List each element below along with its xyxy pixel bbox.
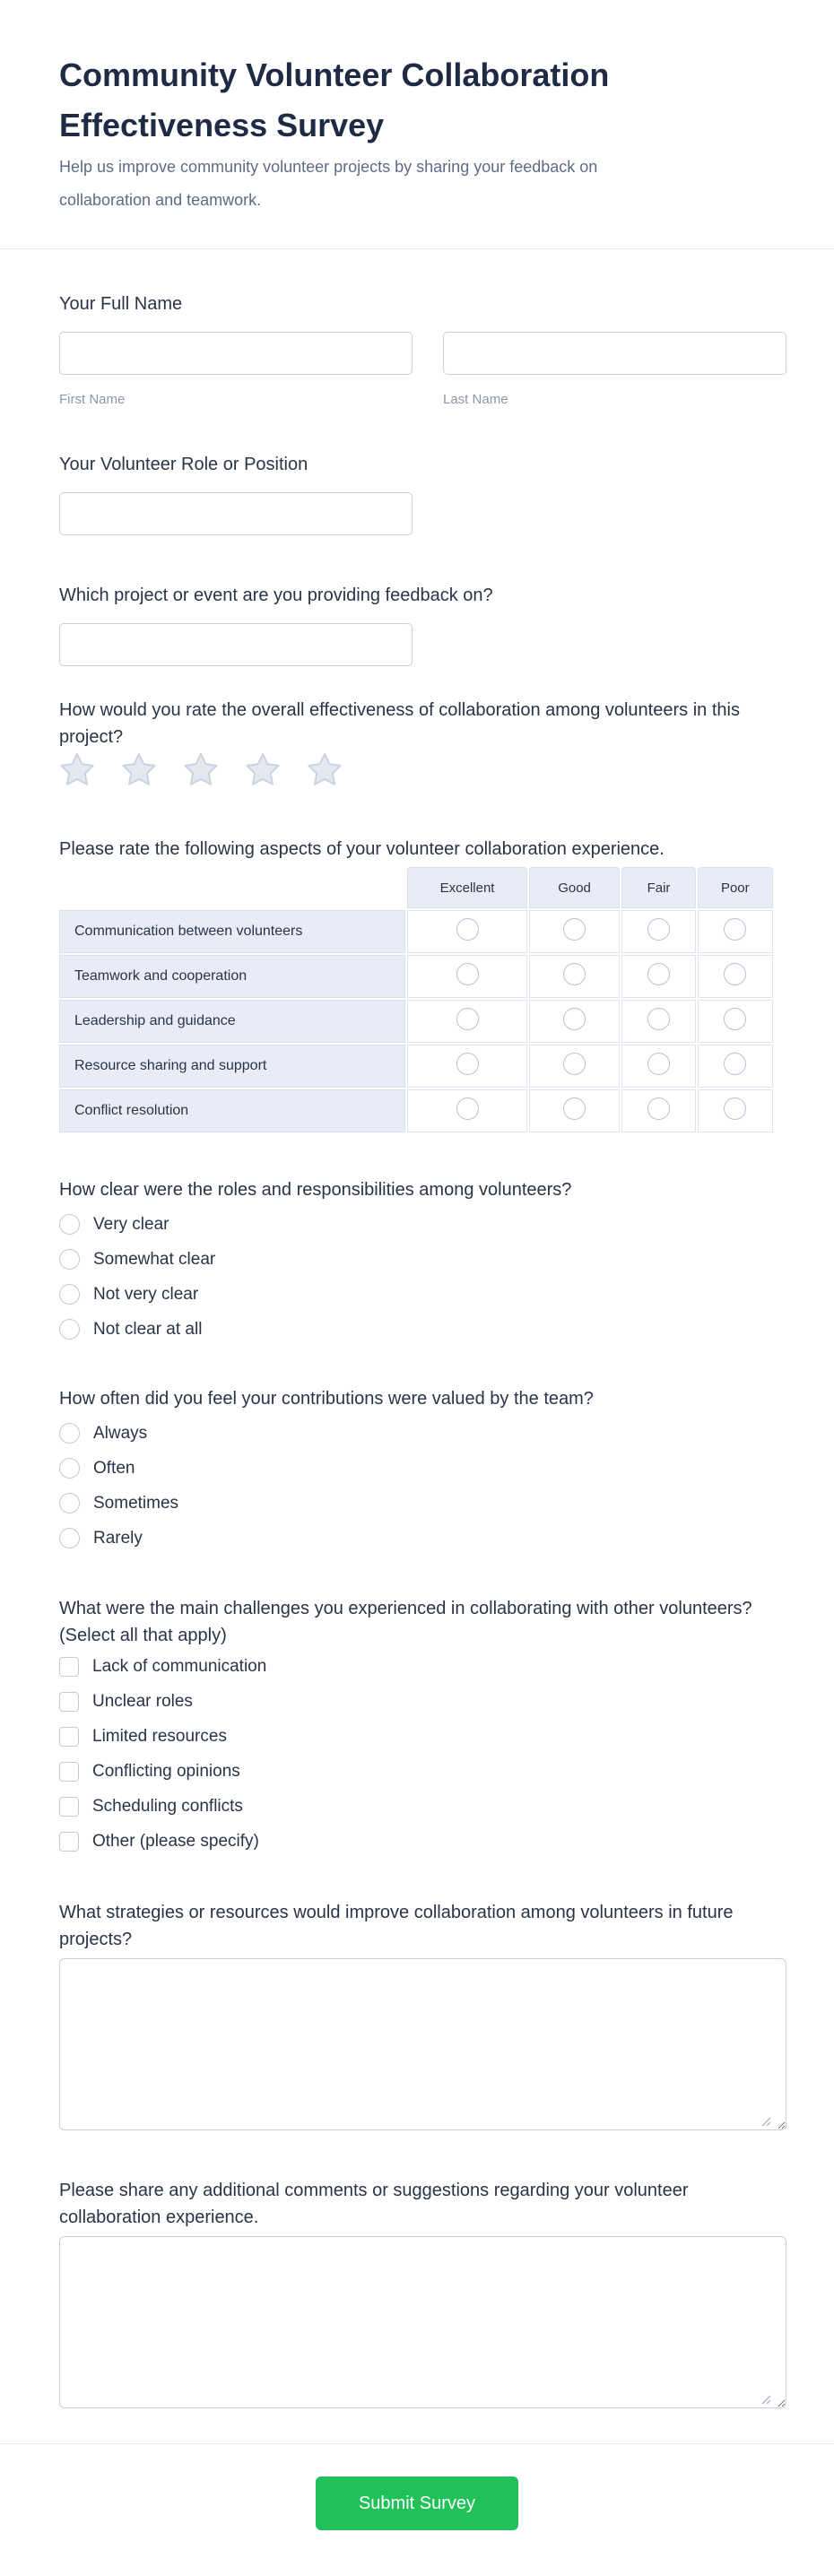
checkbox-icon[interactable] — [59, 1762, 79, 1782]
clarity-options — [59, 1214, 775, 1340]
matrix-radio-icon[interactable] — [724, 918, 746, 941]
matrix-cell[interactable] — [621, 1000, 695, 1043]
question-role — [59, 453, 775, 535]
page-subtitle: Help us improve community volunteer projects by sharing your feedback on collaboration and teamwork. — [59, 158, 598, 209]
matrix-radio-icon[interactable] — [456, 963, 479, 985]
matrix-row — [59, 1089, 773, 1132]
comments-textarea[interactable] — [59, 2236, 786, 2408]
matrix-cell[interactable] — [407, 910, 526, 953]
first-name-group — [59, 332, 413, 408]
matrix-row-label: Resource sharing and support — [59, 1045, 405, 1088]
question-label: Please rate the following aspects of your volunteer collaboration experience. — [59, 839, 665, 859]
star-icon[interactable] — [307, 751, 343, 787]
matrix-row-label: Communication between volunteers — [59, 910, 405, 953]
matrix-cell[interactable] — [407, 955, 526, 998]
radio-icon[interactable] — [59, 1423, 80, 1444]
matrix-radio-icon[interactable] — [456, 1053, 479, 1075]
checkbox-option[interactable] — [59, 1831, 775, 1852]
matrix-cell[interactable] — [621, 955, 695, 998]
challenges-options — [59, 1656, 775, 1852]
checkbox-icon[interactable] — [59, 1692, 79, 1712]
matrix-cell[interactable] — [621, 1089, 695, 1132]
matrix-header-row — [59, 867, 773, 908]
option-label: Rarely — [93, 1529, 143, 1548]
radio-icon[interactable] — [59, 1528, 80, 1548]
matrix-cell[interactable] — [698, 1045, 773, 1088]
matrix-radio-icon[interactable] — [724, 1053, 746, 1075]
matrix-cell[interactable] — [529, 1089, 621, 1132]
matrix-cell[interactable] — [698, 1000, 773, 1043]
question-project — [59, 584, 775, 666]
matrix-radio-icon[interactable] — [647, 918, 670, 941]
radio-option[interactable] — [59, 1319, 775, 1340]
matrix-cell[interactable] — [529, 955, 621, 998]
form-body — [0, 292, 834, 2408]
question-label: How often did you feel your contributions were valued by the team? — [59, 1389, 594, 1409]
matrix-radio-icon[interactable] — [563, 963, 586, 985]
matrix-column-header: Good — [529, 867, 621, 908]
matrix-row-label: Teamwork and cooperation — [59, 955, 405, 998]
matrix-row-label: Conflict resolution — [59, 1089, 405, 1132]
project-input[interactable] — [59, 623, 413, 666]
question-label: Which project or event are you providing feedback on? — [59, 585, 493, 605]
matrix-corner-cell — [59, 867, 405, 908]
option-label: Often — [93, 1459, 135, 1478]
matrix-cell[interactable] — [529, 1000, 621, 1043]
checkbox-icon[interactable] — [59, 1727, 79, 1747]
matrix-radio-icon[interactable] — [456, 918, 479, 941]
matrix-cell[interactable] — [529, 1045, 621, 1088]
rating-matrix-table — [57, 865, 775, 1134]
page-title: Community Volunteer Collaboration Effectiveness Survey — [59, 56, 610, 143]
option-label: Lack of communication — [92, 1657, 267, 1676]
option-label: Very clear — [93, 1215, 169, 1234]
star-icon[interactable] — [121, 751, 157, 787]
matrix-cell[interactable] — [698, 910, 773, 953]
radio-option[interactable] — [59, 1284, 775, 1305]
radio-icon[interactable] — [59, 1249, 80, 1270]
question-label: How would you rate the overall effectiveness of collaboration among volunteers in this project? — [59, 700, 740, 747]
matrix-radio-icon[interactable] — [647, 1008, 670, 1030]
last-name-group — [443, 332, 786, 408]
checkbox-icon[interactable] — [59, 1657, 79, 1677]
checkbox-option[interactable] — [59, 1656, 775, 1677]
star-icon[interactable] — [245, 751, 281, 787]
option-label: Sometimes — [93, 1494, 179, 1513]
last-name-input[interactable] — [443, 332, 786, 375]
question-label: Please share any additional comments or suggestions regarding your volunteer collaboration experience. — [59, 2181, 689, 2227]
matrix-radio-icon[interactable] — [563, 1008, 586, 1030]
radio-option[interactable] — [59, 1458, 775, 1479]
checkbox-option[interactable] — [59, 1761, 775, 1782]
matrix-row — [59, 910, 773, 953]
question-label: How clear were the roles and responsibilities among volunteers? — [59, 1180, 572, 1200]
question-strategies — [59, 1899, 775, 2130]
question-challenges — [59, 1595, 775, 1852]
matrix-cell[interactable] — [698, 955, 773, 998]
matrix-radio-icon[interactable] — [647, 1097, 670, 1120]
radio-icon[interactable] — [59, 1493, 80, 1514]
question-label: Your Volunteer Role or Position — [59, 455, 308, 474]
option-label: Unclear roles — [92, 1692, 193, 1711]
checkbox-option[interactable] — [59, 1726, 775, 1747]
matrix-row — [59, 955, 773, 998]
matrix-column-header: Poor — [698, 867, 773, 908]
matrix-radio-icon[interactable] — [647, 963, 670, 985]
matrix-cell[interactable] — [529, 910, 621, 953]
matrix-cell[interactable] — [621, 1045, 695, 1088]
checkbox-option[interactable] — [59, 1796, 775, 1817]
matrix-radio-icon[interactable] — [563, 1053, 586, 1075]
matrix-radio-icon[interactable] — [563, 918, 586, 941]
first-name-input[interactable] — [59, 332, 413, 375]
form-footer — [0, 2443, 834, 2576]
radio-icon[interactable] — [59, 1319, 80, 1340]
checkbox-icon[interactable] — [59, 1797, 79, 1817]
star-icon[interactable] — [183, 751, 219, 787]
matrix-cell[interactable] — [698, 1089, 773, 1132]
matrix-radio-icon[interactable] — [724, 1008, 746, 1030]
strategies-textarea[interactable] — [59, 1958, 786, 2130]
matrix-radio-icon[interactable] — [647, 1053, 670, 1075]
matrix-column-header: Excellent — [407, 867, 526, 908]
question-label: What strategies or resources would improve collaboration among volunteers in future projects? — [59, 1903, 734, 1949]
matrix-row-label: Leadership and guidance — [59, 1000, 405, 1043]
question-clarity — [59, 1178, 775, 1340]
radio-icon[interactable] — [59, 1458, 80, 1479]
matrix-radio-icon[interactable] — [724, 1097, 746, 1120]
name-input-row — [59, 332, 775, 408]
option-label: Other (please specify) — [92, 1832, 259, 1851]
option-label: Scheduling conflicts — [92, 1797, 243, 1816]
matrix-cell[interactable] — [621, 910, 695, 953]
submit-survey-button[interactable]: Submit Survey — [316, 2476, 518, 2530]
option-label: Somewhat clear — [93, 1250, 216, 1269]
question-valued — [59, 1387, 775, 1548]
option-label: Always — [93, 1424, 148, 1443]
option-label: Limited resources — [92, 1727, 227, 1746]
matrix-cell[interactable] — [407, 1000, 526, 1043]
radio-option[interactable] — [59, 1528, 775, 1548]
question-label: Your Full Name — [59, 294, 183, 314]
role-input[interactable] — [59, 492, 413, 535]
question-label: What were the main challenges you experienced in collaborating with other volunteers? (Select all that apply) — [59, 1599, 752, 1645]
matrix-radio-icon[interactable] — [456, 1008, 479, 1030]
form-header — [0, 0, 834, 249]
matrix-cell[interactable] — [407, 1045, 526, 1088]
star-rating — [59, 750, 775, 788]
radio-option[interactable] — [59, 1493, 775, 1514]
matrix-radio-icon[interactable] — [456, 1097, 479, 1120]
matrix-radio-icon[interactable] — [724, 963, 746, 985]
matrix-radio-icon[interactable] — [563, 1097, 586, 1120]
radio-option[interactable] — [59, 1249, 775, 1270]
option-label: Conflicting opinions — [92, 1762, 240, 1781]
matrix-row — [59, 1000, 773, 1043]
matrix-row — [59, 1045, 773, 1088]
checkbox-option[interactable] — [59, 1691, 775, 1712]
radio-option[interactable] — [59, 1214, 775, 1235]
matrix-column-header: Fair — [621, 867, 695, 908]
question-comments — [59, 2177, 775, 2408]
option-label: Not clear at all — [93, 1320, 203, 1339]
last-name-sublabel: Last Name — [443, 392, 508, 407]
question-star-rating — [59, 697, 775, 788]
valued-options — [59, 1423, 775, 1548]
radio-icon[interactable] — [59, 1284, 80, 1305]
star-icon[interactable] — [59, 751, 95, 787]
matrix-cell[interactable] — [407, 1089, 526, 1132]
first-name-sublabel: First Name — [59, 392, 126, 407]
radio-option[interactable] — [59, 1423, 775, 1444]
checkbox-icon[interactable] — [59, 1832, 79, 1852]
option-label: Not very clear — [93, 1285, 199, 1304]
radio-icon[interactable] — [59, 1214, 80, 1235]
question-matrix — [59, 836, 775, 1134]
question-full-name — [59, 292, 775, 408]
